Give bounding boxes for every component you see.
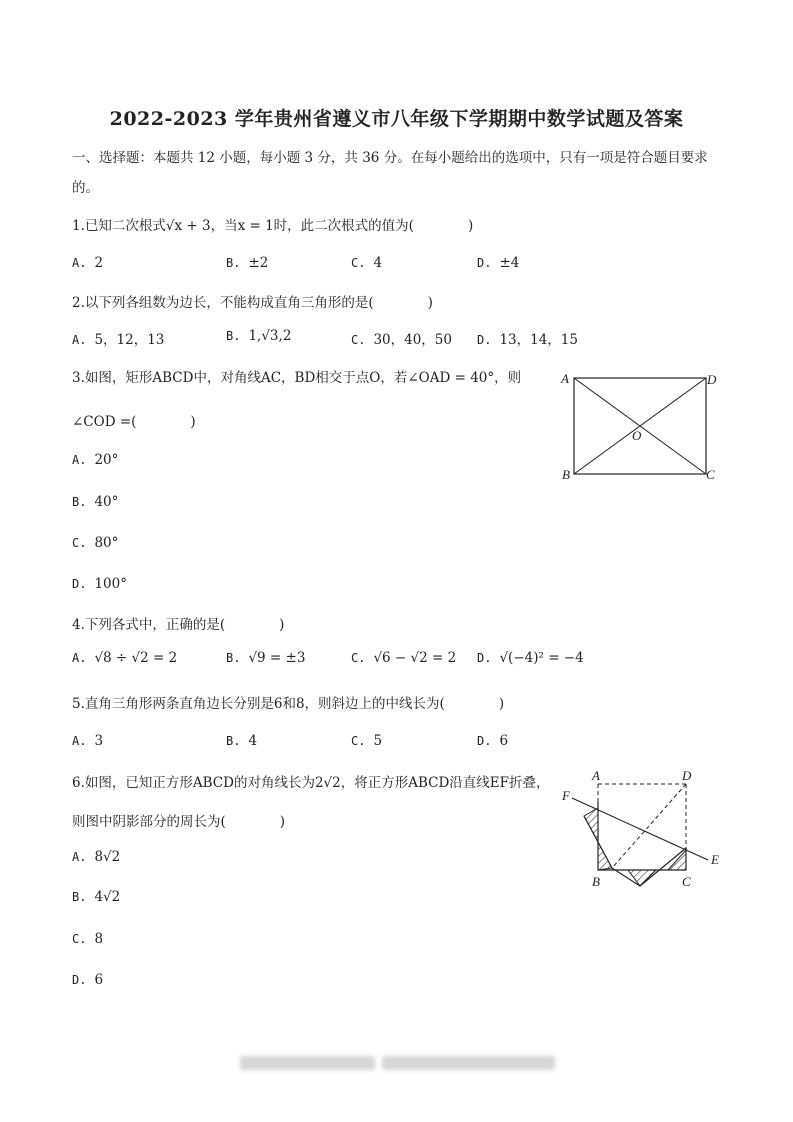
option-text: 6 (94, 972, 104, 988)
option-text: ±4 (499, 255, 520, 271)
rectangle-diagonals-figure (556, 366, 731, 488)
vertex-label-b: B (592, 874, 600, 889)
q2-option-c (351, 328, 452, 348)
question-6-stem-line1: 6.如图，已知正方形ABCD的对角线长为2√2，将正方形ABCD沿直线EF折叠， (72, 775, 550, 791)
option-text: 8 (94, 931, 104, 947)
q4-option-b (226, 650, 305, 666)
vertex-label-a: A (561, 371, 569, 386)
q5-option-a (72, 733, 103, 749)
option-text: 4√2 (94, 889, 121, 905)
option-label: A. (72, 651, 87, 665)
option-label: A. (72, 734, 87, 748)
question-6-stem-line2: 则图中阴影部分的周长为( ) (72, 814, 286, 830)
vertex-label-b: B (562, 467, 570, 482)
option-label: A. (72, 256, 87, 270)
vertex-label-c: C (682, 874, 691, 889)
option-text: 2 (94, 255, 104, 271)
option-text: √9 = ±3 (248, 650, 306, 666)
option-text: 30，40，50 (373, 332, 452, 348)
q2-option-d (477, 328, 578, 348)
option-text: 4 (373, 255, 383, 271)
q4-option-a (72, 650, 177, 666)
option-text: 8√2 (94, 849, 121, 865)
q1-option-b (226, 255, 268, 271)
option-label: D. (477, 333, 492, 347)
option-text: 5，12，13 (94, 332, 165, 348)
point-label-f: F (562, 788, 570, 803)
option-text: √(−4)² = −4 (499, 650, 584, 666)
q3-option-a (72, 452, 118, 468)
question-4-stem: 4.下列各式中，正确的是( ) (72, 617, 285, 633)
blurred-footer-left (240, 1056, 375, 1070)
question-2-stem: 2.以下列各组数为边长，不能构成直角三角形的是( ) (72, 295, 433, 311)
option-label: A. (72, 850, 87, 864)
option-text: 80° (94, 535, 119, 551)
option-text: 1,√3,2 (248, 328, 292, 344)
option-text: 100° (94, 576, 127, 592)
option-label: B. (72, 890, 87, 904)
option-label: B. (226, 651, 241, 665)
option-label: D. (477, 256, 492, 270)
option-text: √6 − √2 = 2 (373, 650, 457, 666)
q5-option-b (226, 733, 257, 749)
q2-option-b (226, 328, 291, 344)
option-text: 4 (248, 733, 258, 749)
option-label: B. (226, 256, 241, 270)
option-label: C. (351, 333, 366, 347)
section-heading-line1: 一、选择题：本题共 12 小题，每小题 3 分，共 36 分。在每小题给出的选项中，只有一项是符合题目要求 (72, 150, 708, 166)
option-label: C. (351, 734, 366, 748)
option-label: B. (226, 329, 241, 343)
page-title: 2022-2023 学年贵州省遵义市八年级下学期期中数学试题及答案 (109, 108, 684, 130)
q3-option-b (72, 494, 118, 510)
option-label: D. (72, 577, 87, 591)
option-text: 3 (94, 733, 104, 749)
q5-option-d (477, 733, 508, 749)
q4-option-d (477, 650, 584, 666)
vertex-label-d: D (682, 768, 692, 783)
q1-option-d (477, 255, 519, 271)
option-text: 20° (94, 452, 119, 468)
q5-option-c (351, 733, 382, 749)
blurred-footer-right (382, 1056, 555, 1070)
question-3-stem-line1: 3.如图，矩形ABCD中，对角线AC，BD相交于点O，若∠OAD = 40°，则 (72, 370, 522, 386)
option-label: D. (477, 651, 492, 665)
question-3-stem-line2: ∠COD =( ) (72, 414, 196, 430)
option-label: D. (72, 973, 87, 987)
center-label-o: O (632, 428, 642, 443)
option-label: C. (72, 536, 87, 550)
q1-option-c (351, 255, 382, 271)
option-label: C. (351, 256, 366, 270)
section-heading-line2: 的。 (72, 180, 99, 196)
q6-option-a (72, 849, 120, 865)
option-label: B. (72, 495, 87, 509)
option-label: B. (226, 734, 241, 748)
q3-option-d (72, 576, 127, 592)
question-1-stem: 1.已知二次根式√x + 3，当x = 1时，此二次根式的值为( ) (72, 218, 474, 234)
dashed-diagonal (612, 784, 686, 868)
q2-option-a (72, 328, 164, 348)
option-text: ±2 (248, 255, 269, 271)
option-text: 5 (373, 733, 383, 749)
point-label-e: E (711, 852, 719, 867)
folded-square-figure (556, 764, 731, 890)
option-label: C. (72, 932, 87, 946)
option-label: D. (477, 734, 492, 748)
vertex-label-a: A (592, 768, 600, 783)
q1-option-a (72, 255, 103, 271)
q4-option-c (351, 650, 456, 666)
question-5-stem: 5.直角三角形两条直角边长分别是6和8，则斜边上的中线长为( ) (72, 696, 505, 712)
option-label: A. (72, 453, 87, 467)
option-text: 6 (499, 733, 509, 749)
option-label: A. (72, 333, 87, 347)
option-text: 40° (94, 494, 119, 510)
option-label: C. (351, 651, 366, 665)
q3-option-c (72, 535, 118, 551)
q6-option-c (72, 931, 103, 947)
vertex-label-c: C (706, 467, 715, 482)
q6-option-b (72, 889, 120, 905)
option-text: √8 ÷ √2 = 2 (94, 650, 178, 666)
option-text: 13，14，15 (499, 332, 578, 348)
vertex-label-d: D (707, 372, 717, 387)
q6-option-d (72, 972, 103, 988)
